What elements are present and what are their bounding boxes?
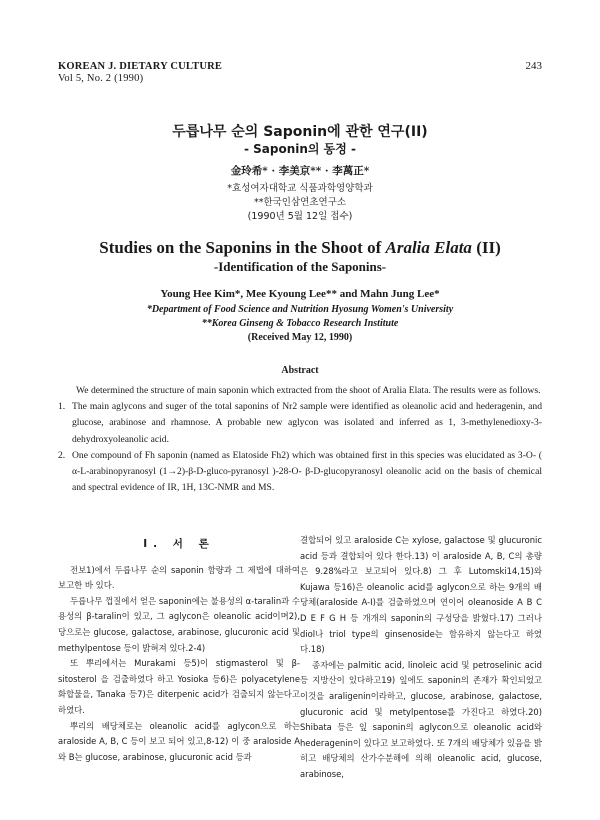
abstract-item-text: One compound of Fh saponin (named as Elatoside Fh2) which was obtained first in this species was elucidated as 3-O- ( α-L-arabinopyranosyl (1→2)-β-D-gluco-pyranosyl )-28-O- β-D-glucopyranosyl oleanolic acid on the basis of chemical and spectral evidence of IR, 1H, 13C-NMR and MS. [72,449,542,494]
korean-authors: 金玲希* · 李美京** · 李萬正* [230,165,370,177]
journal-header [58,61,222,85]
english-affiliation-1: *Department of Food Science and Nutrition Hyosung Women's University [146,304,454,315]
korean-subtitle: - Saponin의 동정 - [243,142,357,156]
english-title-prefix: Studies on the Saponins in the Shoot of [99,238,386,257]
journal-volume: Vol 5, No. 2 (1990) [58,73,144,84]
body-column-left [58,533,300,765]
abstract-item [58,399,542,448]
journal-name: KOREAN J. DIETARY CULTURE [58,61,223,72]
english-received-date: (Received May 12, 1990) [247,332,353,343]
body-column-right [300,533,542,783]
korean-title: 두릅나무 순의 Saponin에 관한 연구(II) [172,124,428,140]
abstract-body [58,383,542,496]
english-affiliation-2: **Korea Ginseng & Tobacco Research Institute [201,318,399,329]
english-title [0,238,600,258]
english-subtitle: -Identification of the Saponins- [213,259,387,274]
abstract-heading: Abstract [281,365,319,376]
abstract-intro: We determined the structure of main saponin which extracted from the shoot of Aralia Elata. The results were as follows. [76,385,541,396]
abstract-item [58,448,542,497]
body-paragraph: 결합되어 있고 araloside C는 xylose, galactose 및 glucuronic acid 등과 결합되어 있다 한다.13) 이 araloside A, B, C의 총량은 9.28%라고 보고되어 있다.8) 그 후 Lutomski14,15)와 Kujawa 등16)은 oleanolic acid를 aglycon으로 하는 9개의 배당체(araloside A-I)를 검출하였으며 연이어 oleanoside A B C D E F G H 등 개개의 saponin의 구성당을 밝혔다.17) 그러나 diol나 triol type의 ginsenoside는 함유하지 않는다고 하였다.18) [300,535,542,655]
korean-affiliation-2: **한국인삼연초연구소 [253,197,347,208]
body-paragraph: 종자에는 palmitic acid, linoleic acid 및 petroselinic acid 등 지방산이 있다하고19) 잎에도 saponin의 존재가 확인되었고 이것을 araligenin이라하고, glucose, arabinose, galactose, glucuronic acid 및 metylpentose를 가진다고 하였다.20) Shibata 등은 잎 saponin의 aglycon으로 oleanolic acid와 hederagenin이 있다고 보고하였다. 또 7개의 배당체가 있음을 밝히고 배당체의 산가수분해에 의해 oleanolic acid, glucose, arabinose, [300,659,542,779]
body-paragraph: 두릅나무 껍질에서 얻은 saponin에는 불용성의 α-taralin과 수용성의 β-taralin이 있고, 그 aglycon은 oleanolic acid이며2), 당으로는 glucose, galactose, arabinose, glucuronic acid 및 methylpentose 등이 밝혀져 있다.2-4) [58,595,300,653]
page-number: 243 [525,60,542,72]
abstract-item-number: 1. [58,401,66,413]
body-paragraph: 뿌리의 배당체로는 oleanolic acid를 aglycon으로 하는 araloside A, B, C 등이 보고 되어 있고,8-12) 이 중 araloside A와 B는 glucose, arabinose, glucuronic acid 등과 [58,720,300,762]
korean-affiliation-1: *효성여자대학교 식품과학영양학과 [227,183,373,194]
english-title-suffix: (II) [471,238,501,257]
korean-received-date: (1990년 5월 12일 접수) [247,211,353,222]
english-authors: Young Hee Kim*, Mee Kyoung Lee** and Mahn Jung Lee* [160,288,440,300]
english-title-species: Aralia Elata [385,238,472,257]
body-paragraph: 전보1)에서 두릅나무 순의 saponin 함량과 그 제법에 대하여 보고한 바 있다. [58,564,300,591]
abstract-item-text: The main aglycons and suger of the total saponins of Nr2 sample were identified as oleanolic acid and hederagenin, and glucose, arabinose and rhamnose. A probable new aglycon was isolated and inferred as 1, 3-methylenedioxy-3-dehydroxyoleanolic acid. [72,401,542,445]
abstract-item-number: 2. [58,449,66,461]
body-paragraph: 또 뿌리에서는 Murakami 등5)이 stigmasterol 및 β-sitosterol 을 검출하였다 하고 Yosioka 등6)은 polyacetylene 화합물을, Tanaka 등7)은 diterpenic acid가 검출되지 않는다고 하였다. [58,658,300,715]
section-heading-introduction: I. 서 론 [143,538,215,550]
